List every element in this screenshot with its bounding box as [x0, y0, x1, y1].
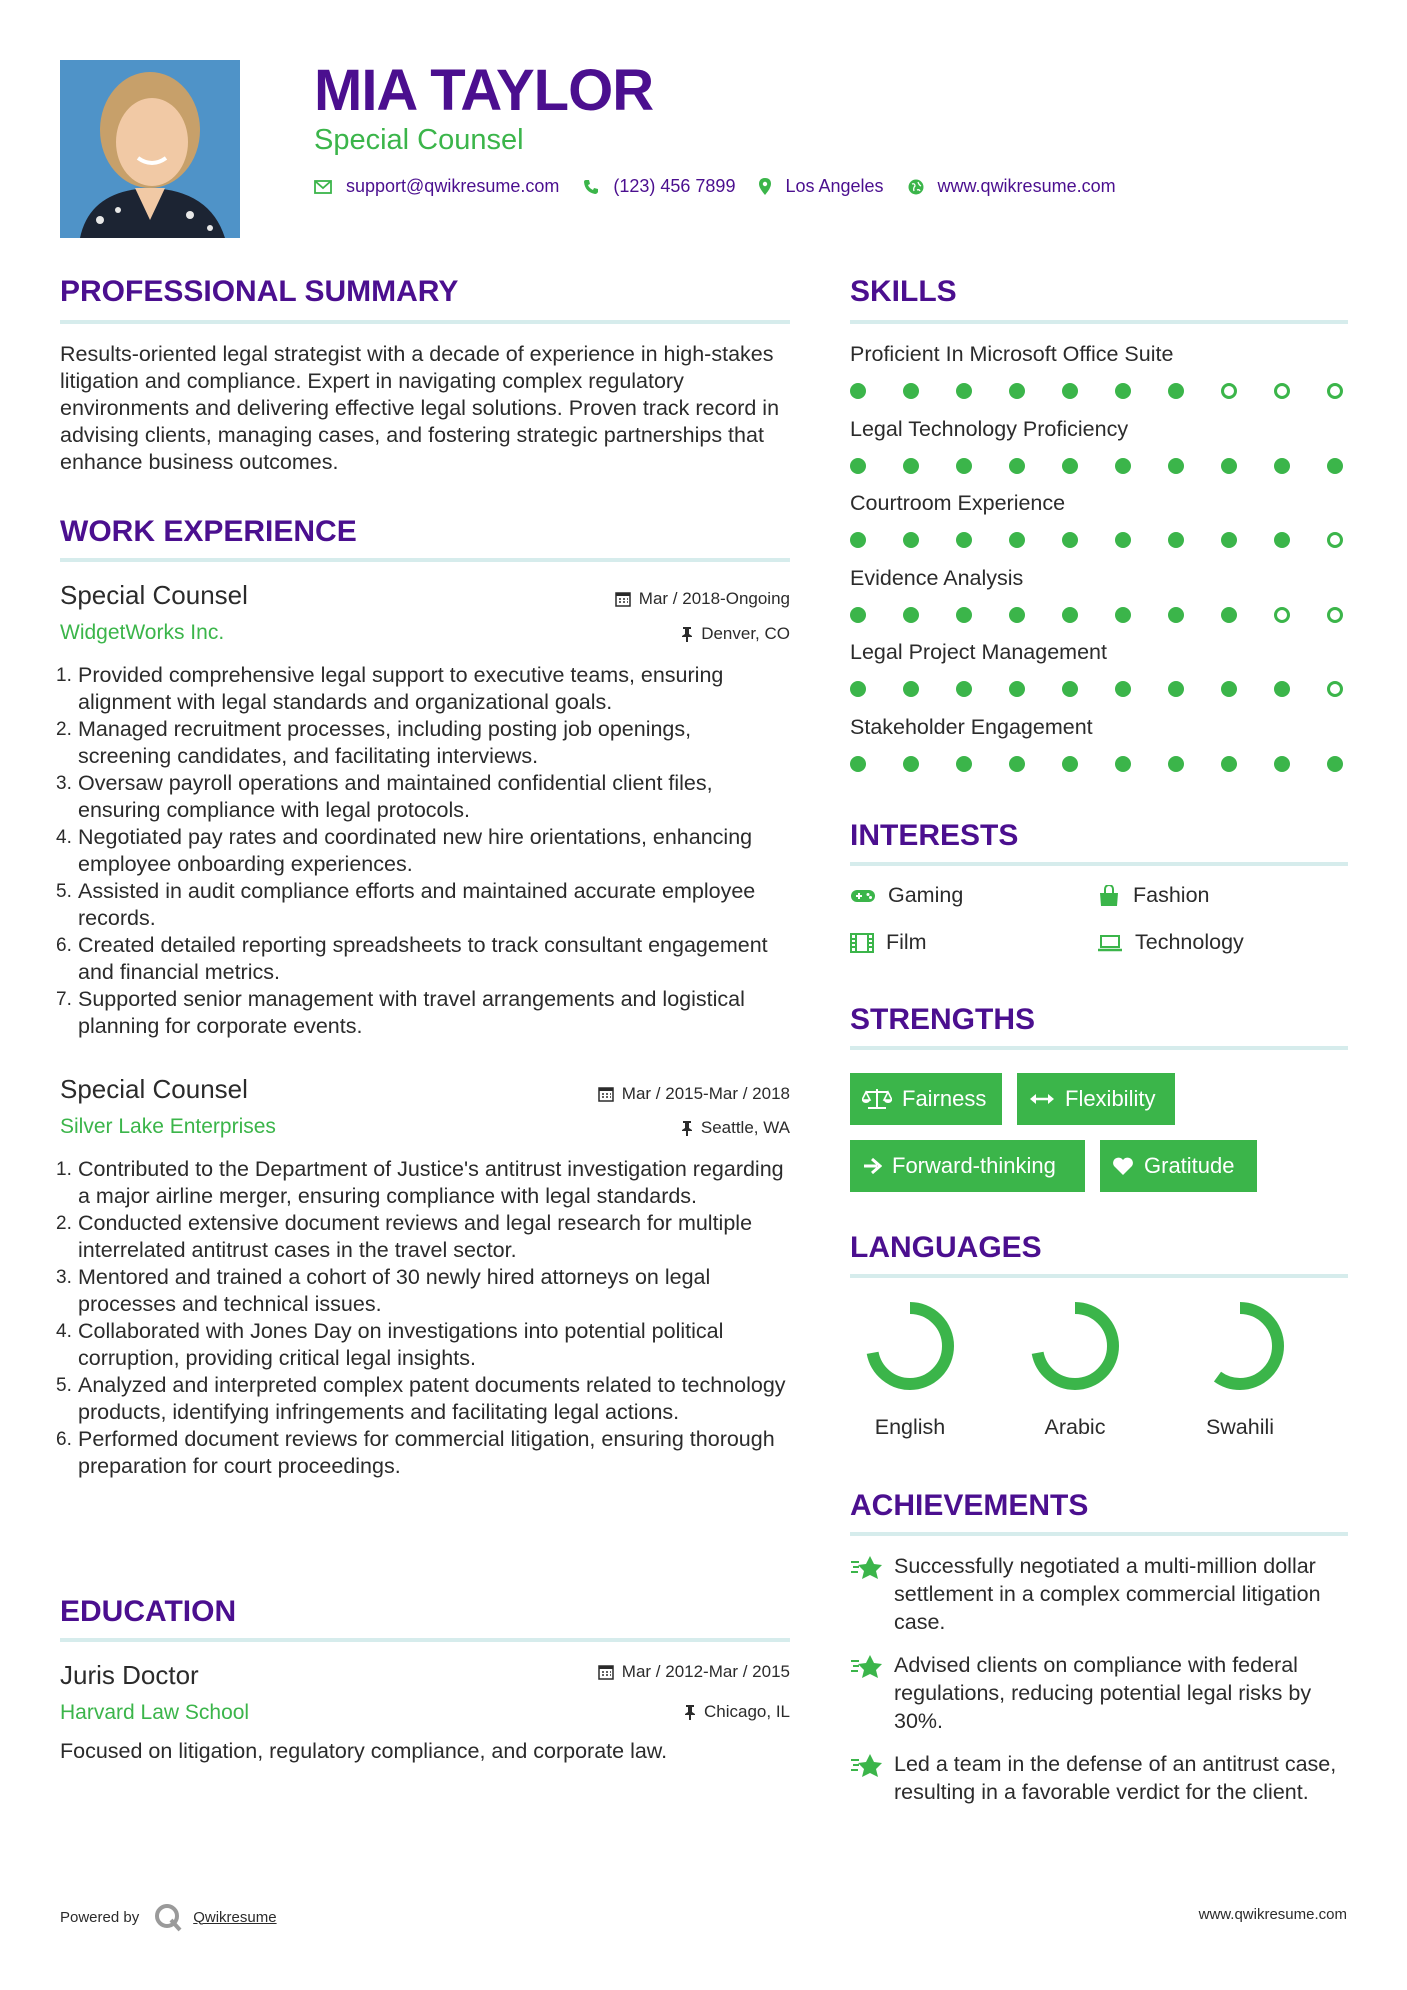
job-duties-list [56, 1156, 790, 1480]
star-icon [850, 1552, 894, 1636]
rating-dot-filled [1274, 681, 1290, 697]
list-item: 5. Assisted in audit compliance efforts and maintained accurate employee records. [56, 879, 756, 930]
language-name: Arabic [1044, 1415, 1106, 1439]
list-item: 4. Collaborated with Jones Day on investigations into potential political corruption, providing critical legal insights. [56, 1319, 724, 1370]
footer-powered-by: Powered by Qwikresume [60, 1902, 277, 1932]
profile-photo [60, 60, 240, 238]
skill-name: Stakeholder Engagement [850, 715, 1093, 739]
rating-dot-filled [850, 532, 866, 548]
brand-link[interactable]: Qwikresume [193, 1908, 277, 1926]
rating-dot-filled [1221, 756, 1237, 772]
skill-rating [850, 681, 1343, 697]
interest-film: Film [850, 929, 927, 956]
rating-dot-filled [1115, 681, 1131, 697]
job-location [681, 1117, 790, 1139]
rating-dot-filled [1062, 458, 1078, 474]
achievement-item: Advised clients on compliance with federal regulations, reducing potential legal risks by 30%. [850, 1651, 1350, 1735]
pin-icon [681, 626, 693, 642]
footer-website[interactable]: www.qwikresume.com [1198, 1906, 1347, 1923]
rating-dot-filled [1168, 607, 1184, 623]
rating-dot-filled [1168, 756, 1184, 772]
job-dates-text: Mar / 2015-Mar / 2018 [621, 1084, 790, 1103]
skill-name: Legal Project Management [850, 640, 1107, 665]
rating-dot-filled [956, 458, 972, 474]
rating-dot-empty [1327, 383, 1343, 399]
strengths-heading: STRENGTHS [850, 1003, 1036, 1036]
skill-name: Evidence Analysis [850, 565, 1024, 590]
list-item: 3. Oversaw payroll operations and maintained confidential client files, ensuring compliance with legal protocols. [56, 771, 713, 822]
rating-dot-filled [1274, 458, 1290, 474]
star-icon [850, 1750, 894, 1806]
language-name: English [874, 1415, 946, 1439]
rating-dot-filled [1009, 532, 1025, 548]
rating-dot-filled [1221, 681, 1237, 697]
envelope-icon [314, 180, 332, 194]
interests-divider [850, 862, 1348, 866]
skill-rating [850, 756, 1343, 772]
qwikresume-logo-icon [153, 1902, 183, 1932]
rating-dot-empty [1327, 607, 1343, 623]
rating-dot-filled [903, 383, 919, 399]
strength-badge-flexibility: Flexibility [1017, 1073, 1175, 1125]
rating-dot-filled [1009, 607, 1025, 623]
rating-dot-filled [850, 681, 866, 697]
map-marker-icon [759, 178, 771, 195]
rating-dot-filled [903, 458, 919, 474]
rating-dot-filled [850, 607, 866, 623]
gamepad-icon [850, 888, 876, 904]
skill-name: Proficient In Microsoft Office Suite [850, 342, 1174, 366]
globe-icon [908, 179, 924, 195]
job-title: Special Counsel [60, 1074, 248, 1104]
arrow-right-icon [862, 1157, 882, 1175]
rating-dot-filled [1062, 383, 1078, 399]
language-level-arc [1037, 1308, 1113, 1384]
list-item: 6. Performed document reviews for commercial litigation, ensuring thorough preparation for court proceedings. [56, 1427, 775, 1478]
skill-rating [850, 383, 1343, 399]
interest-technology: Technology [1097, 929, 1244, 956]
rating-dot-filled [903, 756, 919, 772]
education-location-text: Chicago, IL [704, 1702, 790, 1721]
rating-dot-filled [956, 532, 972, 548]
rating-dot-filled [903, 532, 919, 548]
experience-divider [60, 558, 790, 562]
candidate-name: MIA TAYLOR [314, 58, 654, 123]
language-progress-ring [1027, 1298, 1123, 1394]
education-dates-text: Mar / 2012-Mar / 2015 [621, 1662, 790, 1681]
strength-badge-fairness: Fairness [850, 1073, 1002, 1125]
job-duties-list [56, 662, 790, 1040]
phone-icon [583, 179, 599, 195]
rating-dot-filled [850, 383, 866, 399]
job-location [681, 623, 790, 645]
contact-phone[interactable]: (123) 456 7899 [613, 176, 736, 196]
list-item: 6. Created detailed reporting spreadsheets to track consultant engagement and financial metrics. [56, 933, 768, 984]
pin-icon [681, 1120, 693, 1136]
strengths-divider [850, 1046, 1348, 1050]
contact-email[interactable]: support@qwikresume.com [346, 176, 560, 196]
rating-dot-filled [903, 607, 919, 623]
rating-dot-filled [1115, 458, 1131, 474]
list-item: 1. Contributed to the Department of Justice's antitrust investigation regarding a major airline merger, ensuring compliance with legal standards. [56, 1157, 784, 1208]
skill-rating [850, 607, 1343, 623]
rating-dot-filled [956, 681, 972, 697]
rating-dot-filled [1168, 681, 1184, 697]
list-item: 5. Analyzed and interpreted complex patent documents related to technology products, identifying infringements and facilitating legal actions. [56, 1373, 786, 1424]
calendar-icon [615, 591, 631, 607]
pin-icon [684, 1704, 696, 1720]
calendar-icon [598, 1664, 614, 1680]
list-item: 4. Negotiated pay rates and coordinated new hire orientations, enhancing employee onboarding experiences. [56, 825, 753, 876]
skills-heading: SKILLS [850, 275, 957, 308]
school-name: Harvard Law School [60, 1701, 250, 1724]
list-item: 2. Managed recruitment processes, including posting job openings, screening candidates, and facilitating interviews. [56, 717, 692, 768]
strength-badge-forward-thinking: Forward-thinking [850, 1140, 1085, 1192]
job-title: Special Counsel [60, 580, 248, 610]
rating-dot-empty [1327, 681, 1343, 697]
skills-divider [850, 320, 1348, 324]
list-item: 1. Provided comprehensive legal support to executive teams, ensuring alignment with legal standards and organizational goals. [56, 663, 724, 714]
rating-dot-empty [1274, 607, 1290, 623]
education-location [684, 1701, 790, 1723]
job-location-text: Seattle, WA [700, 1118, 790, 1137]
rating-dot-filled [1168, 458, 1184, 474]
language-item [850, 1298, 970, 1441]
rating-dot-filled [1062, 681, 1078, 697]
education-dates [598, 1661, 790, 1683]
contact-bar [314, 176, 1140, 197]
rating-dot-filled [1221, 458, 1237, 474]
job-dates [615, 588, 790, 610]
calendar-icon [598, 1086, 614, 1102]
rating-dot-filled [1115, 383, 1131, 399]
education-divider [60, 1638, 790, 1642]
education-heading: EDUCATION [60, 1595, 237, 1628]
rating-dot-filled [1009, 458, 1025, 474]
rating-dot-filled [1115, 607, 1131, 623]
rating-dot-filled [1274, 756, 1290, 772]
job-dates [598, 1083, 790, 1105]
rating-dot-filled [1168, 383, 1184, 399]
languages-heading: LANGUAGES [850, 1231, 1042, 1264]
rating-dot-filled [1009, 756, 1025, 772]
rating-dot-filled [1062, 607, 1078, 623]
rating-dot-filled [1221, 532, 1237, 548]
job-dates-text: Mar / 2018-Ongoing [638, 589, 790, 608]
achievement-item: Successfully negotiated a multi-million dollar settlement in a complex commercial litigation case. [850, 1552, 1350, 1636]
rating-dot-filled [1062, 756, 1078, 772]
summary-heading: PROFESSIONAL SUMMARY [60, 275, 459, 308]
language-progress-ring [1192, 1298, 1288, 1394]
rating-dot-filled [850, 458, 866, 474]
interest-fashion: Fashion [1097, 882, 1210, 909]
list-item: 7. Supported senior management with travel arrangements and logistical planning for corporate events. [56, 987, 745, 1038]
rating-dot-filled [1168, 532, 1184, 548]
rating-dot-empty [1274, 383, 1290, 399]
languages-divider [850, 1274, 1348, 1278]
list-item: 3. Mentored and trained a cohort of 30 newly hired attorneys on legal processes and technical issues. [56, 1265, 711, 1316]
rating-dot-filled [1009, 383, 1025, 399]
language-item [1180, 1298, 1300, 1441]
rating-dot-filled [1115, 756, 1131, 772]
rating-dot-filled [903, 681, 919, 697]
bag-icon [1097, 885, 1121, 907]
achievements-heading: ACHIEVEMENTS [850, 1489, 1089, 1522]
rating-dot-filled [1327, 756, 1343, 772]
rating-dot-filled [850, 756, 866, 772]
degree-title: Juris Doctor [60, 1660, 199, 1690]
rating-dot-filled [956, 756, 972, 772]
rating-dot-empty [1221, 383, 1237, 399]
rating-dot-filled [1115, 532, 1131, 548]
laptop-icon [1097, 934, 1123, 952]
summary-text: Results-oriented legal strategist with a decade of experience in high-stakes litigation and compliance. Expert in navigating complex regulatory environments and delivering effective legal solutions. Proven track record in advising clients, managing cases, and fostering strategic partnerships that enhance business outcomes. [60, 342, 780, 474]
achievement-item: Led a team in the defense of an antitrust case, resulting in a favorable verdict for the client. [850, 1750, 1350, 1806]
rating-dot-filled [1062, 532, 1078, 548]
skill-rating [850, 458, 1343, 474]
contact-location: Los Angeles [785, 176, 884, 196]
star-icon [850, 1651, 894, 1735]
skill-name: Legal Technology Proficiency [850, 416, 1129, 441]
list-item: 2. Conducted extensive document reviews and legal research for multiple interrelated antitrust cases in the travel sector. [56, 1211, 753, 1262]
language-level-arc [1202, 1308, 1278, 1384]
heart-icon [1112, 1156, 1134, 1176]
interest-gaming: Gaming [850, 882, 963, 909]
job-location-text: Denver, CO [701, 624, 790, 643]
achievements-divider [850, 1532, 1348, 1536]
job-company: WidgetWorks Inc. [60, 621, 225, 644]
language-level-arc [872, 1308, 948, 1384]
rating-dot-empty [1327, 532, 1343, 548]
strength-badge-gratitude: Gratitude [1100, 1140, 1257, 1192]
rating-dot-filled [1274, 532, 1290, 548]
arrows-horizontal-icon [1029, 1092, 1055, 1106]
candidate-title: Special Counsel [314, 124, 524, 156]
rating-dot-filled [956, 383, 972, 399]
film-icon [850, 933, 874, 953]
language-name: Swahili [1205, 1415, 1275, 1439]
balance-scale-icon [862, 1088, 892, 1110]
experience-heading: WORK EXPERIENCE [60, 515, 357, 548]
education-description: Focused on litigation, regulatory compliance, and corporate law. [60, 1739, 668, 1763]
skill-rating [850, 532, 1343, 548]
skill-name: Courtroom Experience [850, 491, 1066, 516]
language-progress-ring [862, 1298, 958, 1394]
rating-dot-filled [1221, 607, 1237, 623]
language-item [1015, 1298, 1135, 1441]
rating-dot-filled [1327, 458, 1343, 474]
rating-dot-filled [956, 607, 972, 623]
job-company: Silver Lake Enterprises [60, 1115, 276, 1138]
contact-website[interactable]: www.qwikresume.com [937, 176, 1116, 196]
summary-divider [60, 320, 790, 324]
rating-dot-filled [1009, 681, 1025, 697]
interests-heading: INTERESTS [850, 819, 1019, 852]
